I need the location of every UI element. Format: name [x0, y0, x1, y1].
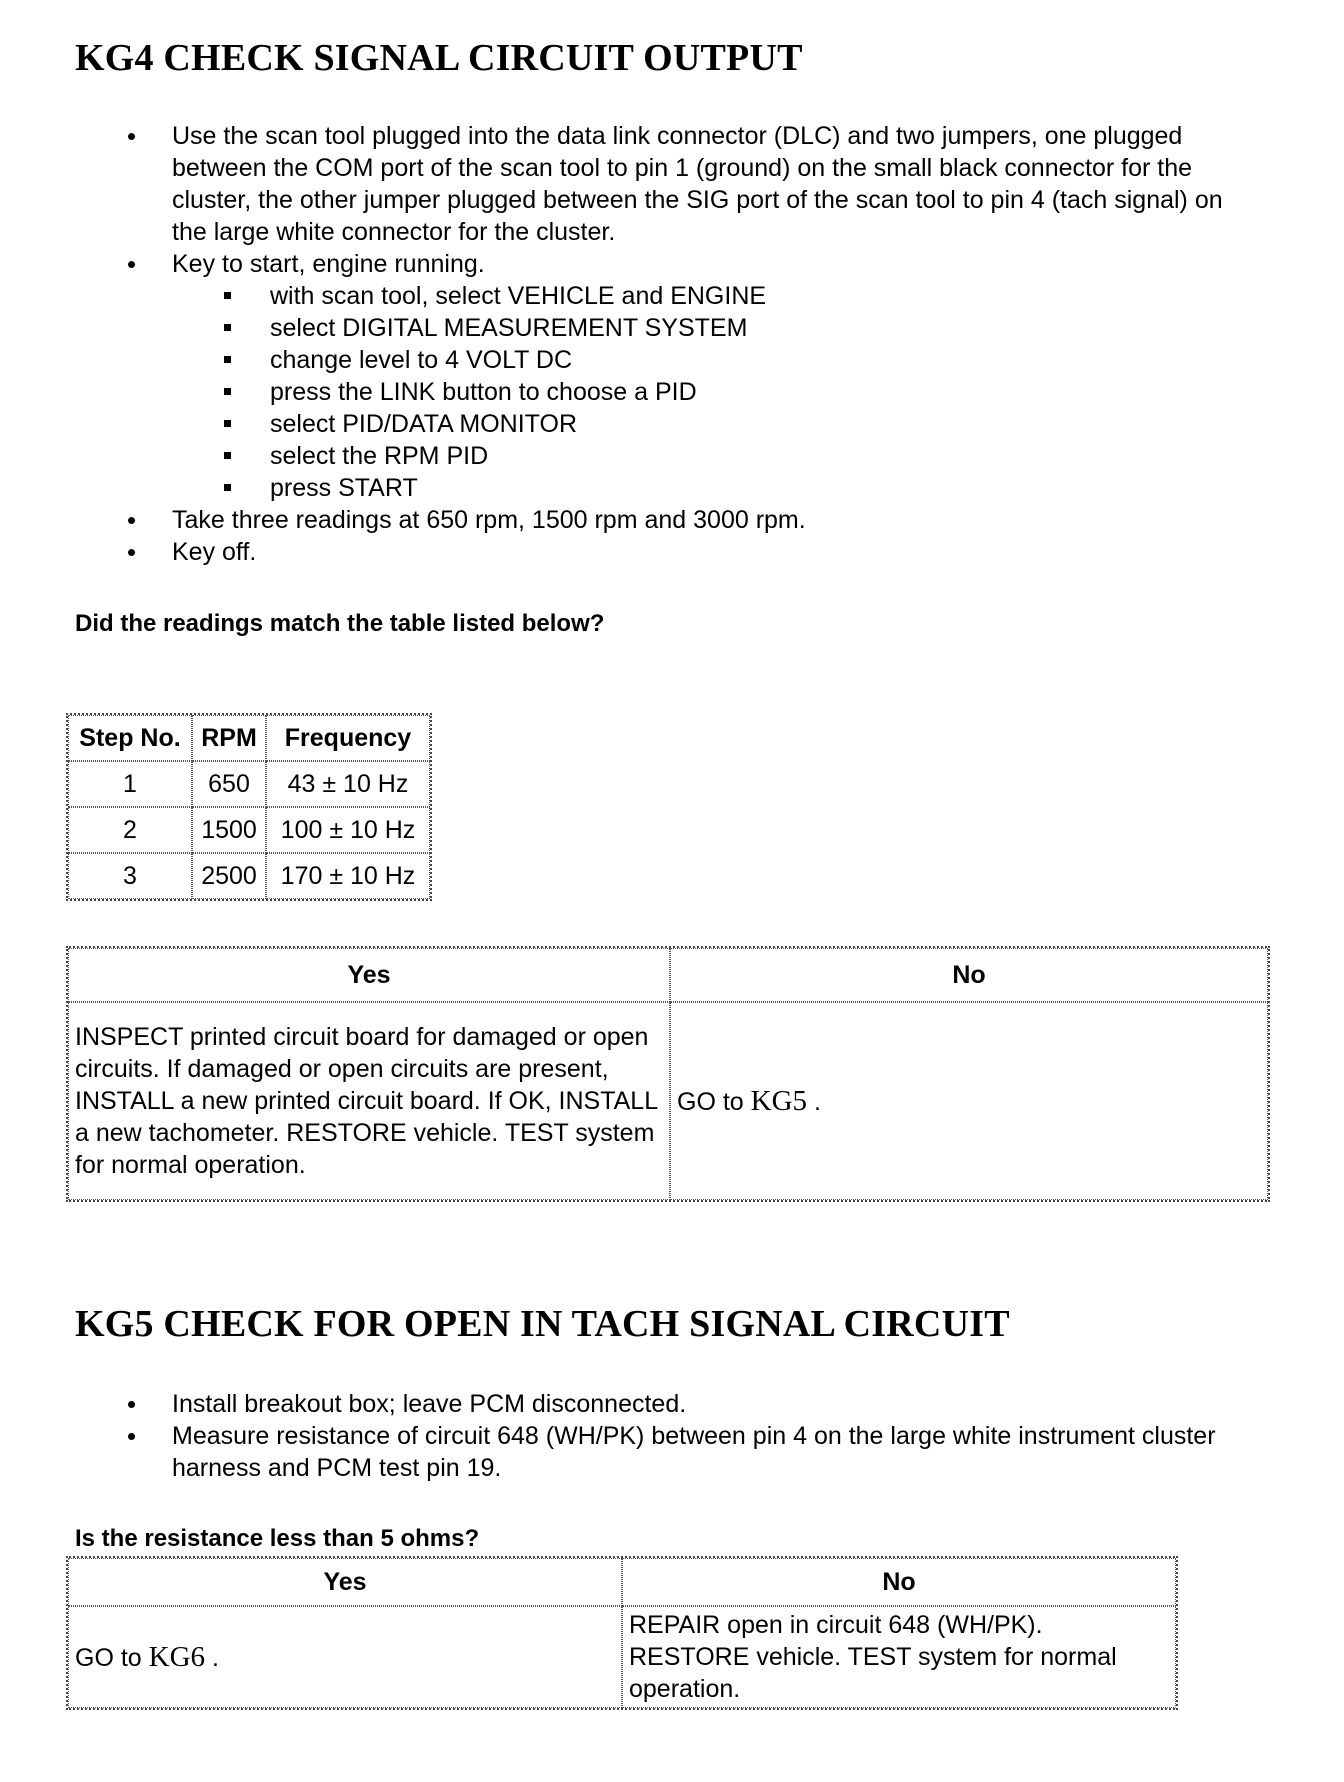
yes-header: Yes	[68, 1558, 622, 1606]
kg5-bullet-text: Install breakout box; leave PCM disconnected.	[172, 1390, 687, 1418]
kg4-sub-text: select PID/DATA MONITOR	[270, 410, 577, 438]
no-header: No	[670, 948, 1268, 1002]
kg4-sub-text: with scan tool, select VEHICLE and ENGINE	[270, 282, 767, 310]
kg4-instructions-list	[0, 120, 1252, 568]
list-item	[172, 440, 1252, 472]
list-item	[172, 408, 1252, 440]
frequency-cell: 100 ± 10 Hz	[266, 807, 430, 853]
kg4-sub-text: change level to 4 VOLT DC	[270, 346, 573, 374]
no-header: No	[622, 1558, 1176, 1606]
go-to-text: GO to	[75, 1643, 149, 1672]
list-item	[172, 472, 1252, 504]
kg4-sub-text: select the RPM PID	[270, 442, 489, 470]
kg5-question: Is the resistance less than 5 ohms?	[75, 1525, 480, 1552]
rpm-header: RPM	[192, 715, 266, 761]
yes-cell	[68, 1606, 622, 1708]
table-row	[68, 761, 430, 807]
list-item	[0, 120, 1252, 248]
no-text: REPAIR open in circuit 648 (WH/PK). RESTORE vehicle. TEST system for normal operation.	[629, 1611, 1117, 1703]
go-to-text: GO to	[677, 1087, 751, 1116]
yes-text: INSPECT printed circuit board for damaged or open circuits. If damaged or open circuits are present, INSTALL a new printed circuit board. If OK, INSTALL a new tachometer. RESTORE vehicle. TEST system for normal operation.	[75, 1023, 658, 1179]
table-header-row	[68, 948, 1268, 1002]
no-cell	[622, 1606, 1176, 1708]
step-header: Step No.	[68, 715, 192, 761]
table-header-row	[68, 715, 430, 761]
frequency-cell: 43 ± 10 Hz	[266, 761, 430, 807]
no-cell	[670, 1002, 1268, 1200]
kg5-heading: KG5 CHECK FOR OPEN IN TACH SIGNAL CIRCUIT	[75, 1303, 1010, 1345]
kg4-sub-text: select DIGITAL MEASUREMENT SYSTEM	[270, 314, 748, 342]
rpm-cell: 650	[192, 761, 266, 807]
list-item	[0, 1420, 1252, 1484]
list-item	[172, 376, 1252, 408]
kg5-instructions-list	[0, 1388, 1252, 1484]
yes-header: Yes	[68, 948, 670, 1002]
go-to-suffix: .	[205, 1643, 219, 1672]
step-cell: 2	[68, 807, 192, 853]
table-row	[68, 807, 430, 853]
list-item	[0, 536, 1252, 568]
kg4-question: Did the readings match the table listed below?	[75, 610, 605, 637]
kg6-link[interactable]: KG6	[148, 1640, 206, 1673]
rpm-cell: 2500	[192, 853, 266, 899]
kg4-bullet-text: Use the scan tool plugged into the data link connector (DLC) and two jumpers, one plugged between the COM port of the scan tool to pin 1 (ground) on the small black connector for the cluster, the other jumper plugged between the SIG port of the scan tool to pin 4 (tach signal) on the large white connector for the cluster.	[172, 122, 1223, 246]
kg4-bullet-text: Take three readings at 650 rpm, 1500 rpm and 3000 rpm.	[172, 506, 806, 534]
list-item	[172, 280, 1252, 312]
list-item	[0, 248, 1252, 504]
table-row	[68, 1606, 1176, 1708]
yes-cell	[68, 1002, 670, 1200]
step-cell: 3	[68, 853, 192, 899]
kg4-decision-table	[66, 946, 1270, 1202]
go-to-suffix: .	[807, 1087, 821, 1116]
kg4-sub-list	[172, 280, 1252, 504]
kg5-link[interactable]: KG5	[750, 1084, 808, 1117]
kg4-bullet-text: Key off.	[172, 538, 257, 566]
list-item	[0, 504, 1252, 536]
kg4-bullet-text: Key to start, engine running.	[172, 250, 485, 278]
frequency-header: Frequency	[266, 715, 430, 761]
table-row	[68, 1002, 1268, 1200]
table-header-row	[68, 1558, 1176, 1606]
kg4-heading: KG4 CHECK SIGNAL CIRCUIT OUTPUT	[75, 37, 803, 79]
kg4-sub-text: press START	[270, 474, 418, 502]
kg5-bullet-text: Measure resistance of circuit 648 (WH/PK) between pin 4 on the large white instrument cluster harness and PCM test pin 19.	[172, 1422, 1216, 1482]
kg5-decision-table	[66, 1556, 1178, 1710]
kg4-steps-table	[66, 713, 432, 901]
frequency-cell: 170 ± 10 Hz	[266, 853, 430, 899]
list-item	[172, 344, 1252, 376]
table-row	[68, 853, 430, 899]
step-cell: 1	[68, 761, 192, 807]
rpm-cell: 1500	[192, 807, 266, 853]
kg4-sub-text: press the LINK button to choose a PID	[270, 378, 697, 406]
list-item	[0, 1388, 1252, 1420]
list-item	[172, 312, 1252, 344]
